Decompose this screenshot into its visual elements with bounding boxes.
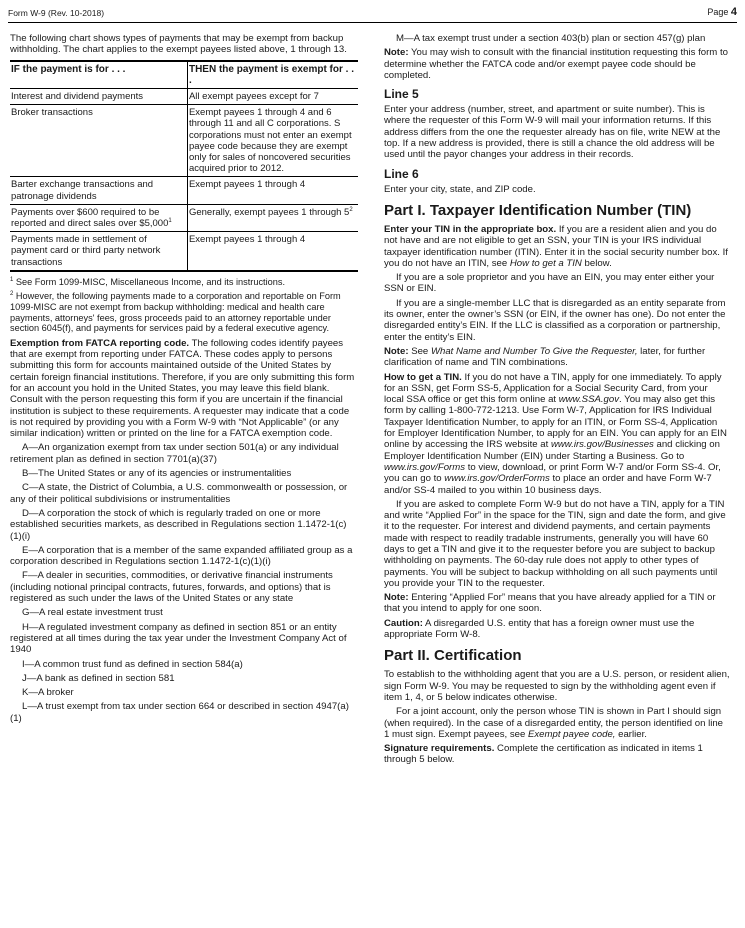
table-row xyxy=(10,232,358,271)
line5-heading: Line 5 xyxy=(384,87,419,102)
irs-businesses-url: www.irs.gov/Businesses xyxy=(550,439,654,451)
note-fatca-consult: Note: You may wish to consult with the financial institution requesting this form to determine whether the FATCA code and/or exempt payee code should be completed. xyxy=(384,47,728,81)
table-cell: Exempt payees 1 through 4 and 6 through 11 and all C corporations. S corporations must not enter an exempt payee code because they are exempt only for sales of noncovered securities acquired prior to 2012. xyxy=(187,105,358,177)
table-cell: Barter exchange transactions and patronage dividends xyxy=(10,177,187,204)
table-header-then: THEN the payment is exempt for . . . xyxy=(187,61,358,89)
table-row xyxy=(10,177,358,204)
certification-paragraph: To establish to the withholding agent that you are a U.S. person, or resident alien, sign Form W-9. You may be requested to sign by the withholding agent even if item 1, 4, or 5 below indicates otherwise. xyxy=(384,669,730,703)
page-header xyxy=(8,4,737,23)
fatca-code-f: F—A dealer in securities, commodities, or derivative financial instruments (including notional principal contracts, futures, forwards, and options) that is registered as such under the laws of the United States or any state xyxy=(10,570,333,605)
line6-heading: Line 6 xyxy=(384,166,419,181)
right-column xyxy=(384,33,730,769)
table-row xyxy=(10,204,358,231)
table-cell: Exempt payees 1 through 4 xyxy=(187,232,358,271)
table-header-if: IF the payment is for . . . xyxy=(10,61,187,89)
fatca-code-d: D—A corporation the stock of which is regularly traded on one or more established securities markets, as described in Regulations section 1.1472-1(c)(1)(i) xyxy=(10,507,347,542)
footnote-1: $^1$ See Form 1099-MISC, Miscellaneous Income, and its instructions. xyxy=(10,276,286,287)
signature-requirements-paragraph: Signature requirements. Complete the certification as indicated in items 1 through 5 below. xyxy=(384,743,703,766)
exempt-payments-table xyxy=(10,60,358,272)
caution-paragraph: Caution: A disregarded U.S. entity that has a foreign owner must use the appropriate Form W-8. xyxy=(384,617,695,641)
fatca-code-i: I—A common trust fund as defined in section 584(a) xyxy=(22,658,243,670)
footnote-ref-2: 2 xyxy=(349,206,353,213)
ssa-url: www.SSA.gov xyxy=(558,394,620,406)
table-cell: Interest and dividend payments xyxy=(10,89,187,105)
enter-tin-paragraph: Enter your TIN in the appropriate box. If you are a resident alien and you do not have and are not eligible to get an SSN, your TIN is your IRS individual taxpayer identification number (ITIN). Enter it in the social security number box. If you do not have an ITIN, see How to get a TIN below. xyxy=(384,223,728,269)
page-number: Page 4 xyxy=(707,6,737,18)
applied-for-paragraph: If you are asked to complete Form W-9 but do not have a TIN, apply for a TIN and write “Applied For” in the space for the TIN, sign and date the form, and give it to the requester. For interest and dividend payments, and certain payments made with respect to readily tradable instruments, generally you will have 60 days to get a TIN and give it to the requester before you are subject to backup withholding on payments. The 60-day rule does not apply to other types of payments. You will be subject to backup withholding on all such payments until you provide your TIN to the requester. xyxy=(384,498,726,589)
sole-proprietor-paragraph: If you are a sole proprietor and you have an EIN, you may enter either your SSN or EIN. xyxy=(384,272,715,295)
fatca-code-e: E—A corporation that is a member of the same expanded affiliated group as a corporation described in Regulations section 1.1472-1(c)(1)(i) xyxy=(10,544,353,568)
footnote-ref-1: 1 xyxy=(168,217,172,224)
irs-forms-url: www.irs.gov/Forms xyxy=(384,461,466,473)
fatca-code-j: J—A bank as defined in section 581 xyxy=(22,672,175,684)
fatca-code-b: B—The United States or any of its agencies or instrumentalities xyxy=(22,468,292,480)
llc-paragraph: If you are a single-member LLC that is disregarded as an entity separate from its owner, enter the owner’s SSN (or EIN, if the owner has one). Do not enter the disregarded entity’s EIN. If the LLC is classified as a corporation or partnership, enter the entity’s EIN. xyxy=(384,297,726,343)
joint-account-paragraph: For a joint account, only the person whose TIN is shown in Part I should sign (when required). In the case of a disregarded entity, the person identified on line 1 must sign. Exempt payees, see Exempt payee code, earlier. xyxy=(384,706,724,740)
table-cell: Payments over $600 required to be reported and direct sales over $5,000$^1$ xyxy=(10,204,187,231)
how-to-get-tin-paragraph: How to get a TIN. If you do not have a TIN, apply for one immediately. To apply for an SSN, get Form SS-5, Application for a Social Security Card, from your local SSA office or get this form online at www.SSA.gov. You may also get this form by calling 1-800-772-1213. Use Form W-7, Application for IRS Individual Taxpayer Identification Number, to apply for an ITIN, or Form SS-4, Application for Employer Identification Number, to apply for an EIN. You can apply for an EIN online by accessing the IRS website at www.irs.gov/Businesses and clicking on Employer Identification Number (EIN) under Starting a Business. Go to www.irs.gov/Forms to view, download, or print Form W-7 and/or Form SS-4. Or, you can go to www.irs.gov/OrderForms to place an order and have Form W-7 and/or SS-4 mailed to you within 10 business days. xyxy=(384,371,727,496)
fatca-code-h: H—A regulated investment company as defined in section 851 or an entity registered at all times during the tax year under the Investment Company Act of 1940 xyxy=(10,621,347,656)
irs-orderforms-url: www.irs.gov/OrderForms xyxy=(444,473,550,485)
fatca-code-k: K—A broker xyxy=(22,687,74,699)
table-cell: All exempt payees except for 7 xyxy=(187,89,358,105)
footnote-2: $^2$ However, the following payments made to a corporation and reportable on Form 1099-MISC are not exempt from backup withholding: medical and health care payments, attorneys' fees, gross proceeds paid to an attorney reportable under section 6045(f), and payments for services paid by a federal executive agency. xyxy=(10,291,341,334)
form-id: Form W-9 (Rev. 10-2018) xyxy=(8,8,105,18)
table-cell: Broker transactions xyxy=(10,105,187,177)
note-name-number: Note: See What Name and Number To Give the Requester, later, for further clarification of name and TIN combinations. xyxy=(384,345,706,369)
table-row xyxy=(10,105,358,177)
left-column xyxy=(10,33,358,727)
table-cell: Exempt payees 1 through 4 xyxy=(187,177,358,204)
fatca-code-m: M—A tax exempt trust under a section 403(b) plan or section 457(g) plan xyxy=(396,33,706,44)
fatca-code-c: C—A state, the District of Columbia, a U.S. commonwealth or possession, or any of their political subdivisions or instrumentalities xyxy=(10,482,348,505)
table-cell: Payments made in settlement of payment card or third party network transactions xyxy=(10,232,187,271)
fatca-code-a: A—An organization exempt from tax under section 501(a) or any individual retirement plan as defined in section 7701(a)(37) xyxy=(10,442,339,465)
how-to-get-tin-ref: How to get a TIN xyxy=(509,257,582,269)
fatca-exemption-paragraph: Exemption from FATCA reporting code. The following codes identify payees that are exempt from reporting under FATCA. These codes apply to persons submitting this form for accounts maintained outside of the United States by certain foreign financial institutions. Therefore, if you are only submitting this form for an account you hold in the United States, you may leave this field blank. Consult with the person requesting this form if you are uncertain if the financial institution is subject to these requirements. A requester may indicate that a code is not required by providing you with a Form W-9 with “Not Applicable” (or any similar indication) written or printed on the line for a FATCA exemption code. xyxy=(10,337,355,440)
chart-intro: The following chart shows types of payments that may be exempt from backup withholding. The chart applies to the exempt payees listed above, 1 through 13. xyxy=(10,33,347,56)
fatca-code-g: G—A real estate investment trust xyxy=(22,607,163,619)
table-header-row xyxy=(10,61,358,89)
part2-heading: Part II. Certification xyxy=(384,647,522,665)
table-row xyxy=(10,89,358,105)
table-cell: Generally, exempt payees 1 through $5^2$ xyxy=(187,204,358,231)
line6-text: Enter your city, state, and ZIP code. xyxy=(384,183,536,195)
line5-text: Enter your address (number, street, and apartment or suite number). This is where the requester of this Form W-9 will mail your information returns. If this address differs from the one the requester already has on file, write NEW at the top. If a new address is provided, there is still a chance the old address will be used until the payor changes your address in their records. xyxy=(384,104,721,161)
part1-heading: Part I. Taxpayer Identification Number (TIN) xyxy=(384,201,692,219)
note-applied-for: Note: Entering “Applied For” means that you have already applied for a TIN or that you intend to apply for one soon. xyxy=(384,592,716,615)
fatca-heading: Exemption from FATCA reporting code. xyxy=(10,337,190,349)
fatca-code-l: L—A trust exempt from tax under section 664 or described in section 4947(a)(1) xyxy=(10,701,349,724)
